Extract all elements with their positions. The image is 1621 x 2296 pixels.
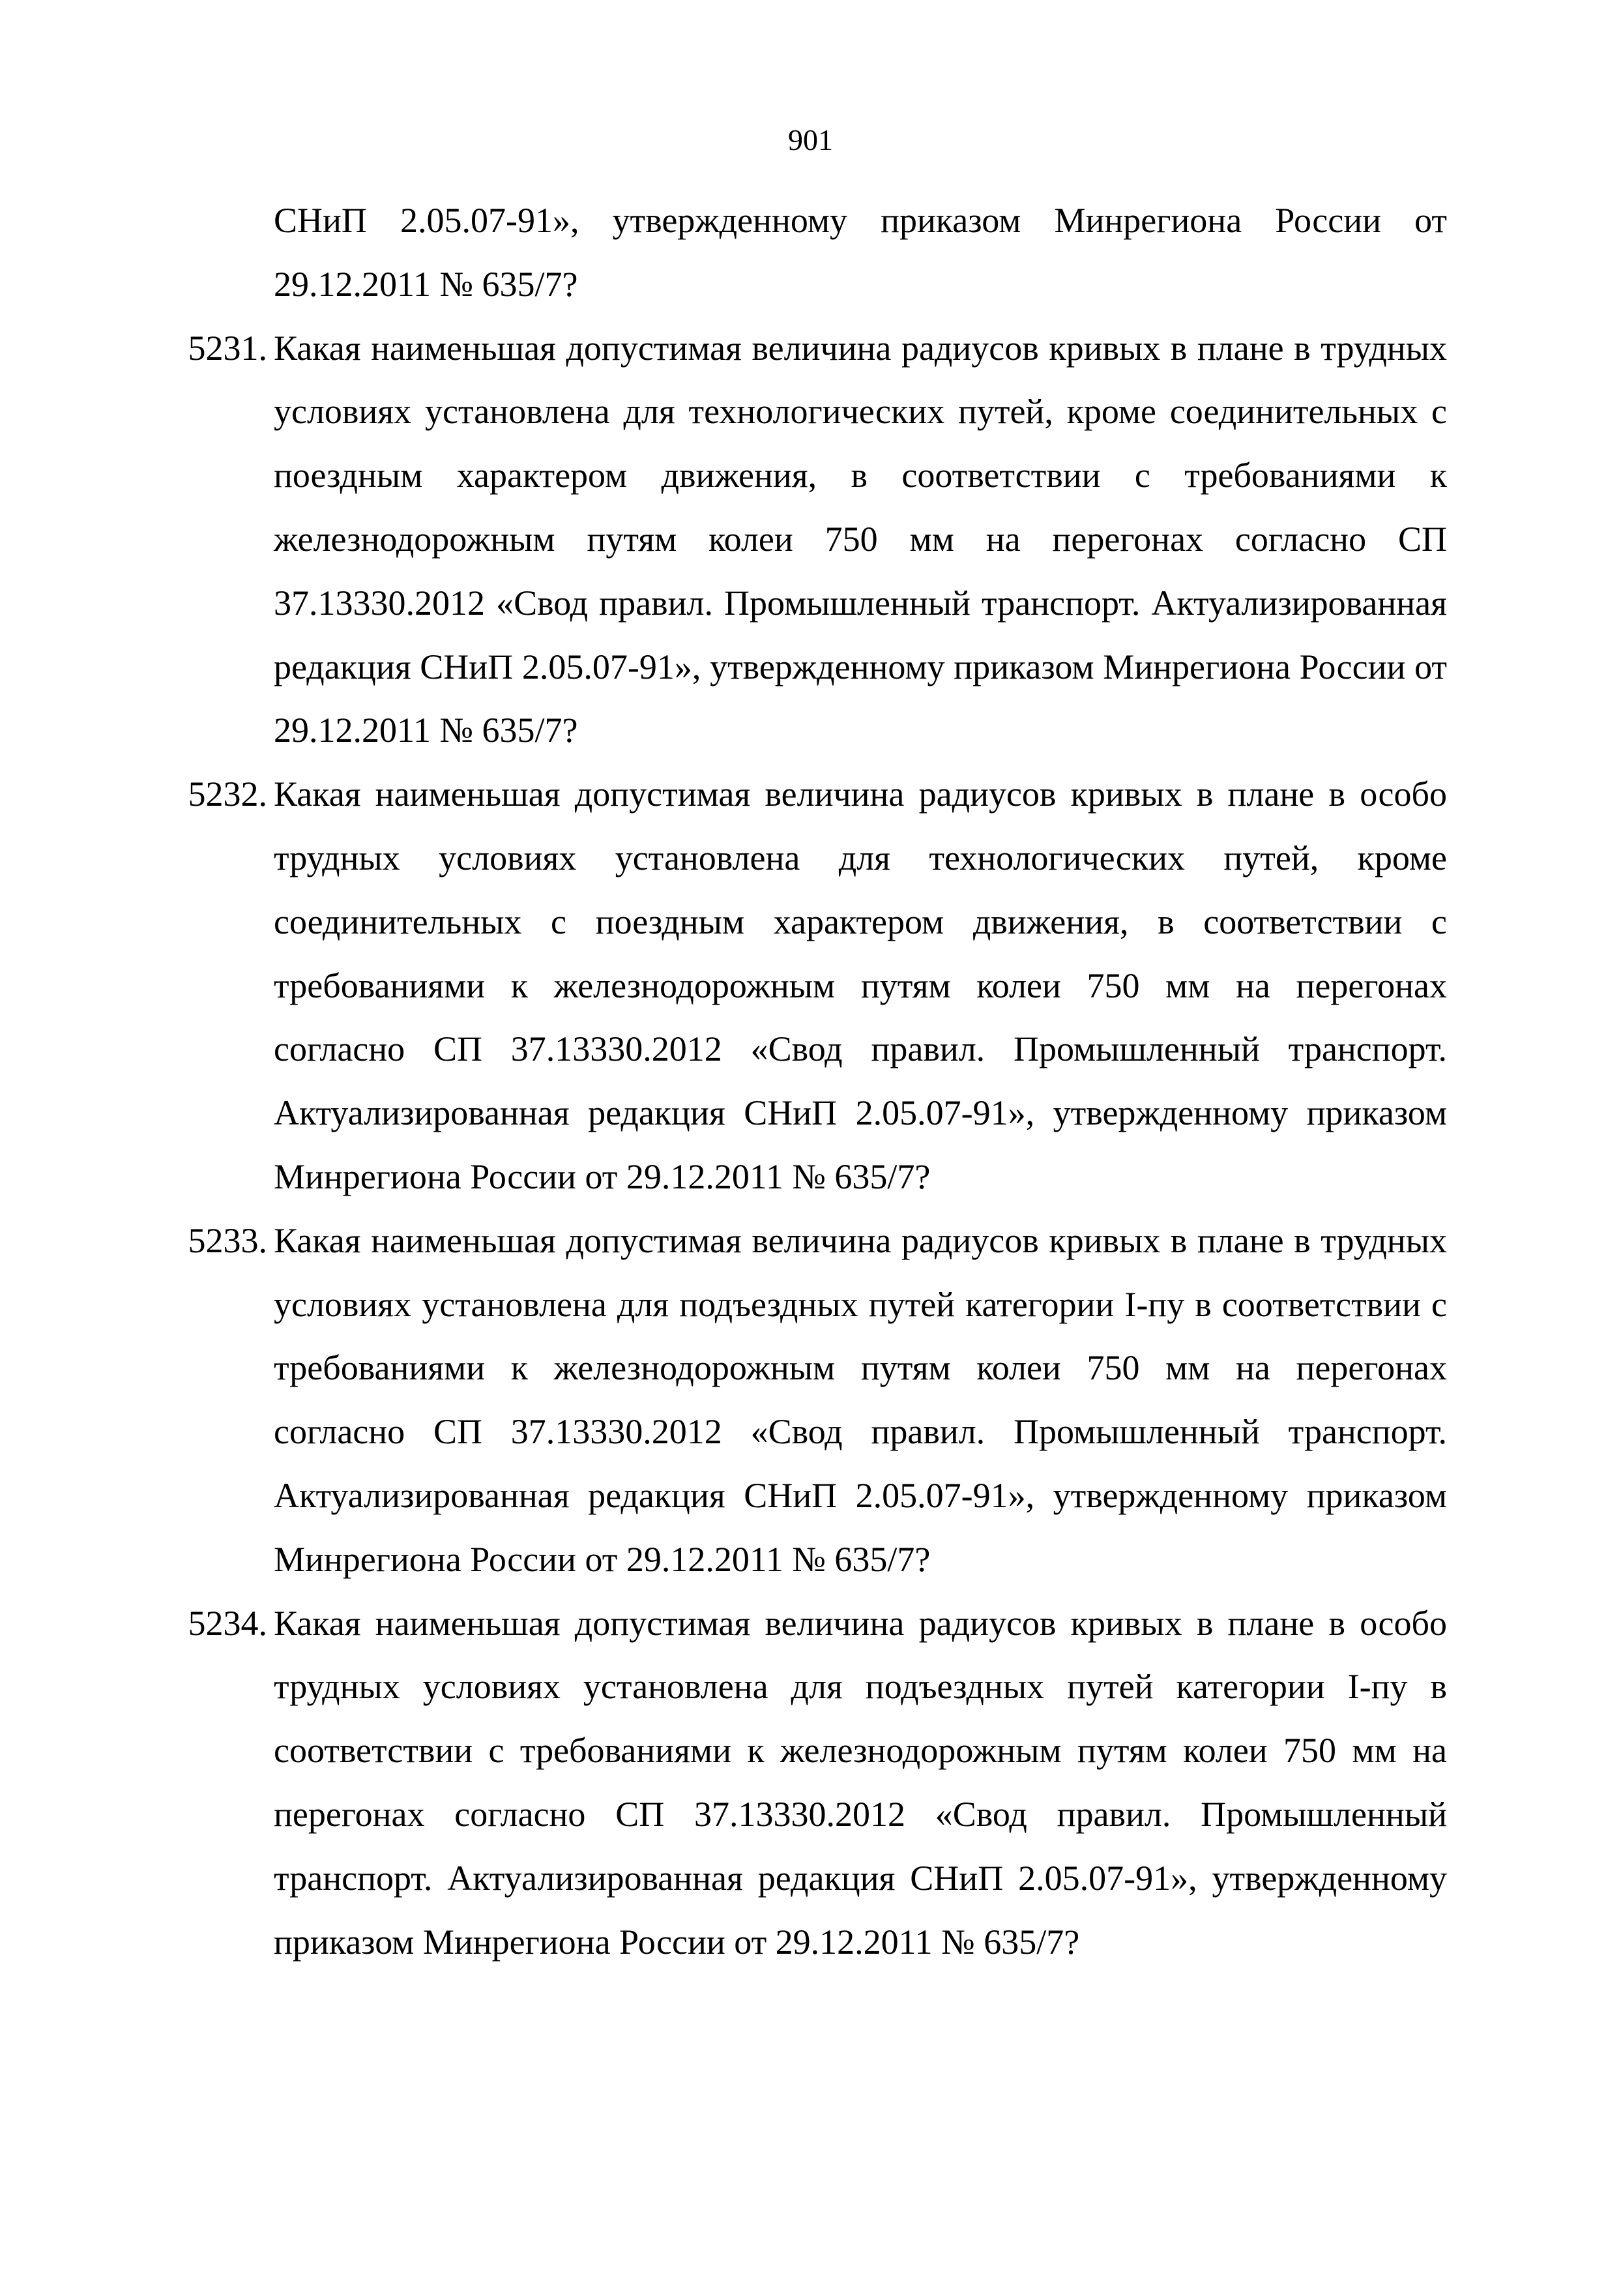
continuation-paragraph: СНиП 2.05.07-91», утвержденному приказом Минрегиона России от 29.12.2011 № 635/7? <box>274 201 1447 304</box>
question-number: 5232. <box>188 774 267 814</box>
question-number: 5233. <box>188 1220 267 1260</box>
question-text: Какая наименьшая допустимая величина радиусов кривых в плане в трудных условиях установлена для технологических путей, кроме соединительных с поездным характером движения, в соответствии с требованиями к железнодорожным путям колеи 750 мм на перегонах согласно СП 37.13330.2012 «Свод правил. Промышленный транспорт. Актуализированная редакция СНиП 2.05.07-91», утвержденному приказом Минрегиона России от 29.12.2011 № 635/7? <box>274 328 1447 750</box>
page-number: 901 <box>788 123 833 156</box>
question-text: Какая наименьшая допустимая величина радиусов кривых в плане в особо трудных условиях установлена для технологических путей, кроме соединительных с поездным характером движения, в соответствии с требованиями к железнодорожным путям колеи 750 мм на перегонах согласно СП 37.13330.2012 «Свод правил. Промышленный транспорт. Актуализированная редакция СНиП 2.05.07-91», утвержденному приказом Минрегиона России от 29.12.2011 № 635/7? <box>274 774 1447 1196</box>
question-item <box>188 1209 1447 1592</box>
question-item <box>188 1592 1447 1975</box>
question-item <box>188 763 1447 1209</box>
question-number: 5231. <box>188 328 267 368</box>
question-list <box>188 189 1447 1974</box>
question-item <box>188 317 1447 763</box>
question-number: 5234. <box>188 1603 267 1643</box>
question-text: Какая наименьшая допустимая величина радиусов кривых в плане в особо трудных условиях установлена для подъездных путей категории I-пу в соответствии с требованиями к железнодорожным путям колеи 750 мм на перегонах согласно СП 37.13330.2012 «Свод правил. Промышленный транспорт. Актуализированная редакция СНиП 2.05.07-91», утвержденному приказом Минрегиона России от 29.12.2011 № 635/7? <box>274 1603 1447 1962</box>
question-text: Какая наименьшая допустимая величина радиусов кривых в плане в трудных условиях установлена для подъездных путей категории I-пу в соответствии с требованиями к железнодорожным путям колеи 750 мм на перегонах согласно СП 37.13330.2012 «Свод правил. Промышленный транспорт. Актуализированная редакция СНиП 2.05.07-91», утвержденному приказом Минрегиона России от 29.12.2011 № 635/7? <box>274 1220 1447 1579</box>
